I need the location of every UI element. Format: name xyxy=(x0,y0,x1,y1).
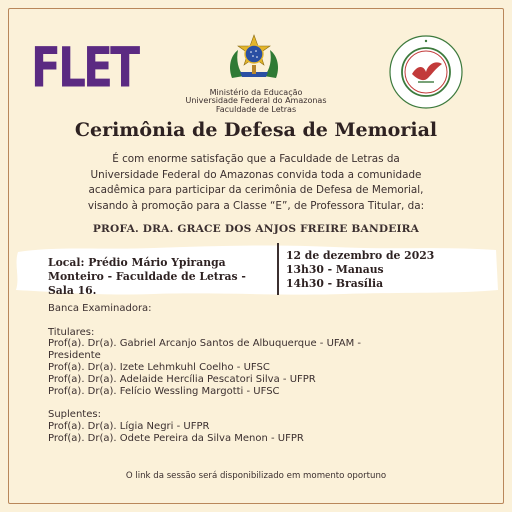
venue-line: Local: Prédio Mário Ypiranga xyxy=(48,256,226,269)
titular-line: Presidente xyxy=(48,350,101,362)
flet-logo-text: FLET xyxy=(30,36,138,100)
examining-committee xyxy=(48,303,468,445)
titular-line: Prof(a). Dr(a). Felício Wessling Margotti - UFSC xyxy=(48,385,280,397)
invitation-line: Universidade Federal do Amazonas convida toda a comunidade xyxy=(90,168,422,181)
vertical-divider xyxy=(277,243,279,295)
brazil-coat-of-arms-icon xyxy=(226,32,282,86)
venue-line: Monteiro - Faculdade de Letras - xyxy=(48,270,246,283)
honoree-name: PROFA. DRA. GRACE DOS ANJOS FREIRE BANDEIRA xyxy=(92,223,420,235)
titular-line: Prof(a). Dr(a). Gabriel Arcanjo Santos de Albuquerque - UFAM - xyxy=(48,338,361,350)
university-line: Universidade Federal do Amazonas xyxy=(185,96,327,106)
titular-line: Prof(a). Dr(a). Izete Lehmkuhl Coelho - UFSC xyxy=(48,361,270,373)
suplente-line: Prof(a). Dr(a). Odete Pereira da Silva Menon - UFPR xyxy=(48,432,304,444)
titulares-label: Titulares: xyxy=(48,326,95,338)
date-time-info xyxy=(286,249,434,291)
suplente-line: Prof(a). Dr(a). Lígia Negri - UFPR xyxy=(48,420,210,432)
suplentes-label: Suplentes: xyxy=(48,409,101,421)
page-title: Cerimônia de Defesa de Memorial xyxy=(74,119,438,141)
faculty-line: Faculdade de Letras xyxy=(215,104,297,114)
titular-line: Prof(a). Dr(a). Adelaide Hercília Pescatori Silva - UFPR xyxy=(48,373,316,385)
invitation-line: É com enorme satisfação que a Faculdade de Letras da xyxy=(112,153,400,165)
venue-line: Sala 16. xyxy=(48,284,97,297)
invitation-line: visando à promoção para a Classe “E”, de Professora Titular, da: xyxy=(87,199,425,212)
time-brasilia: 14h30 - Brasília xyxy=(286,277,384,290)
ministry-line: Ministério da Educação xyxy=(209,88,303,97)
invitation-text xyxy=(70,152,442,214)
institution-header xyxy=(0,89,512,114)
time-manaus: 13h30 - Manaus xyxy=(286,263,384,276)
session-link-note: O link da sessão será disponibilizado em momento oportuno xyxy=(125,471,387,481)
committee-heading: Banca Examinadora: xyxy=(48,303,152,314)
invitation-line: acadêmica para participar da cerimônia de Defesa de Memorial, xyxy=(88,184,424,196)
venue-info xyxy=(48,256,274,298)
event-date: 12 de dezembro de 2023 xyxy=(286,249,435,262)
